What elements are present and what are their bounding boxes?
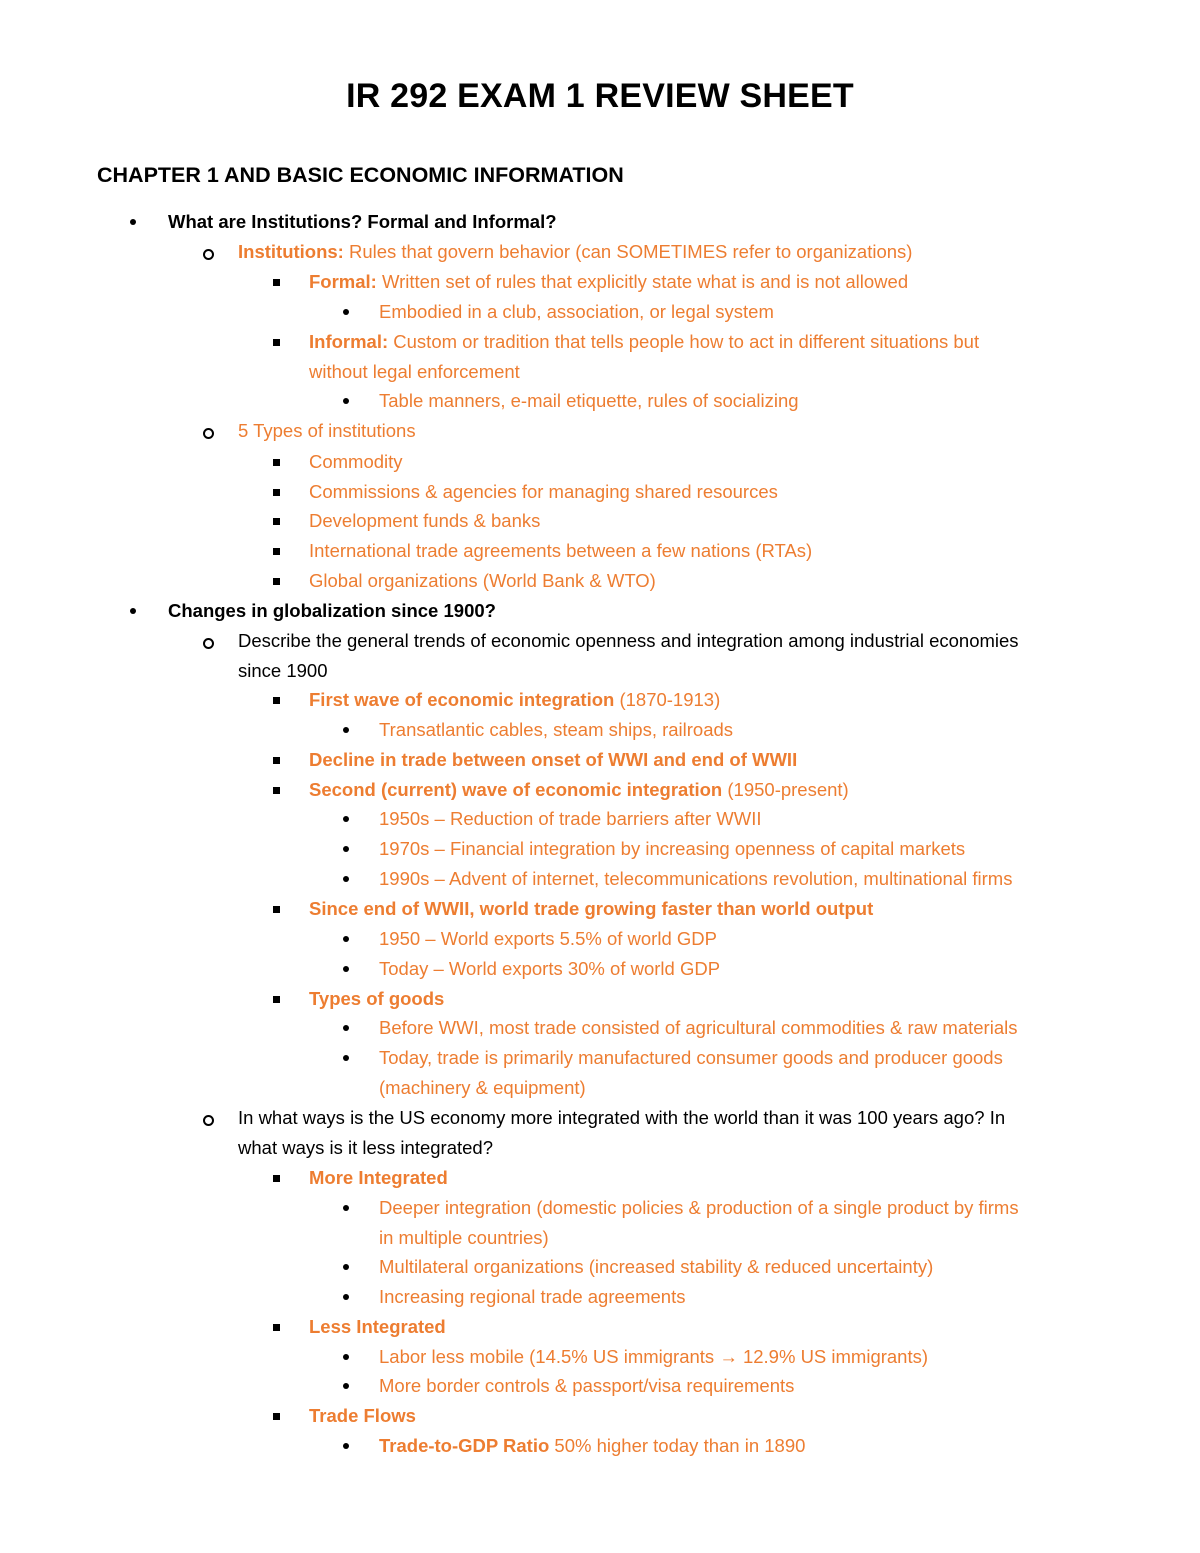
more-item: Increasing regional trade agreements	[379, 1286, 686, 1307]
type-item: Commissions & agencies for managing shared resources	[309, 481, 778, 502]
bullet-level3	[273, 697, 280, 704]
bullet-level4	[343, 1205, 349, 1211]
more-item: Deeper integration (domestic policies & production of a single product by firms	[379, 1197, 1019, 1218]
trade-flows: Trade Flows	[309, 1405, 416, 1426]
more-item: Multilateral organizations (increased stability & reduced uncertainty)	[379, 1256, 934, 1277]
less-item-labor	[379, 1344, 928, 1370]
example-formal: Embodied in a club, association, or legal system	[379, 301, 774, 322]
first-wave	[309, 687, 720, 713]
term-formal: Formal:	[309, 271, 377, 292]
bullet-level3	[273, 518, 280, 525]
bullet-level4	[343, 398, 349, 404]
first-wave-label: First wave of economic integration	[309, 689, 615, 710]
type-item: Global organizations (World Bank & WTO)	[309, 570, 656, 591]
question-institutions: What are Institutions? Formal and Informal?	[168, 211, 557, 232]
labor-text-a: Labor less mobile (14.5% US immigrants	[379, 1346, 720, 1367]
definition-informal-cont: without legal enforcement	[309, 361, 520, 382]
arrow-right-icon: →	[719, 1346, 738, 1367]
decade-item: 1950s – Reduction of trade barriers after WWII	[379, 808, 762, 829]
bullet-level4	[343, 1354, 349, 1360]
since-wwii-item: Since end of WWII, world trade growing faster than world output	[309, 898, 874, 919]
bullet-level4	[343, 1443, 349, 1449]
bullet-level4	[343, 1055, 349, 1061]
goods-item-cont: (machinery & equipment)	[379, 1077, 586, 1098]
labor-text-b: 12.9% US immigrants)	[737, 1346, 929, 1367]
decline-item: Decline in trade between onset of WWI and end of WWII	[309, 749, 798, 770]
definition-informal: Custom or tradition that tells people how to act in different situations but	[388, 331, 980, 352]
more-integrated: More Integrated	[309, 1167, 448, 1188]
prompt-describe: Describe the general trends of economic openness and integration among industrial economies	[238, 630, 1019, 651]
list-item-informal	[309, 329, 979, 355]
first-wave-dates: (1870-1913)	[614, 689, 721, 710]
trade-ratio-text: 50% higher today than in 1890	[549, 1435, 806, 1456]
bullet-level3	[273, 787, 280, 794]
bullet-level3	[273, 548, 280, 555]
list-item-institutions	[238, 239, 912, 265]
type-item: International trade agreements between a few nations (RTAs)	[309, 540, 813, 561]
prompt-us-integration: In what ways is the US economy more integrated with the world than it was 100 years ago? In	[238, 1107, 1006, 1128]
bullet-level2	[203, 249, 214, 260]
bullet-level1	[130, 608, 136, 614]
bullet-level4	[343, 966, 349, 972]
bullet-level3	[273, 459, 280, 466]
trade-ratio-label: Trade-to-GDP Ratio	[379, 1435, 550, 1456]
decade-item: 1970s – Financial integration by increasing openness of capital markets	[379, 838, 966, 859]
term-informal: Informal:	[309, 331, 389, 352]
first-wave-example: Transatlantic cables, steam ships, railroads	[379, 719, 734, 740]
bullet-level2	[203, 1115, 214, 1126]
types-of-goods: Types of goods	[309, 988, 445, 1009]
definition-institutions: Rules that govern behavior (can SOMETIMES refer to organizations)	[343, 241, 913, 262]
bullet-level2	[203, 638, 214, 649]
question-globalization: Changes in globalization since 1900?	[168, 600, 496, 621]
bullet-level4	[343, 1294, 349, 1300]
chapter-heading: CHAPTER 1 AND BASIC ECONOMIC INFORMATION	[97, 163, 624, 187]
bullet-level3	[273, 578, 280, 585]
bullet-level3	[273, 996, 280, 1003]
trade-ratio-item	[379, 1433, 805, 1459]
bullet-level4	[343, 1025, 349, 1031]
bullet-level4	[343, 1264, 349, 1270]
exports-item: 1950 – World exports 5.5% of world GDP	[379, 928, 717, 949]
bullet-level3	[273, 1175, 280, 1182]
less-integrated: Less Integrated	[309, 1316, 446, 1337]
bullet-level1	[130, 219, 136, 225]
bullet-level3	[273, 1324, 280, 1331]
bullet-level3	[273, 489, 280, 496]
bullet-level3	[273, 757, 280, 764]
types-heading: 5 Types of institutions	[238, 420, 416, 441]
type-item: Development funds & banks	[309, 510, 541, 531]
bullet-level4	[343, 936, 349, 942]
example-informal: Table manners, e-mail etiquette, rules of socializing	[379, 390, 799, 411]
more-item-cont: in multiple countries)	[379, 1227, 549, 1248]
page-title: IR 292 EXAM 1 REVIEW SHEET	[346, 77, 854, 115]
definition-formal: Written set of rules that explicitly state what is and is not allowed	[376, 271, 909, 292]
bullet-level4	[343, 727, 349, 733]
second-wave	[309, 777, 849, 803]
bullet-level2	[203, 428, 214, 439]
goods-item: Before WWI, most trade consisted of agricultural commodities & raw materials	[379, 1017, 1018, 1038]
decade-item: 1990s – Advent of internet, telecommunications revolution, multinational firms	[379, 868, 1013, 889]
bullet-level4	[343, 876, 349, 882]
bullet-level4	[343, 1383, 349, 1389]
bullet-level4	[343, 816, 349, 822]
bullet-level3	[273, 339, 280, 346]
list-item-formal	[309, 269, 908, 295]
exports-item: Today – World exports 30% of world GDP	[379, 958, 721, 979]
goods-item: Today, trade is primarily manufactured consumer goods and producer goods	[379, 1047, 1003, 1068]
second-wave-label: Second (current) wave of economic integration	[309, 779, 723, 800]
less-item: More border controls & passport/visa requirements	[379, 1375, 795, 1396]
bullet-level4	[343, 846, 349, 852]
prompt-us-integration-cont: what ways is it less integrated?	[238, 1137, 494, 1158]
bullet-level3	[273, 1413, 280, 1420]
term-institutions: Institutions:	[238, 241, 344, 262]
second-wave-dates: (1950-present)	[722, 779, 849, 800]
prompt-describe-cont: since 1900	[238, 660, 328, 681]
bullet-level4	[343, 309, 349, 315]
type-item: Commodity	[309, 451, 403, 472]
bullet-level3	[273, 279, 280, 286]
bullet-level3	[273, 906, 280, 913]
